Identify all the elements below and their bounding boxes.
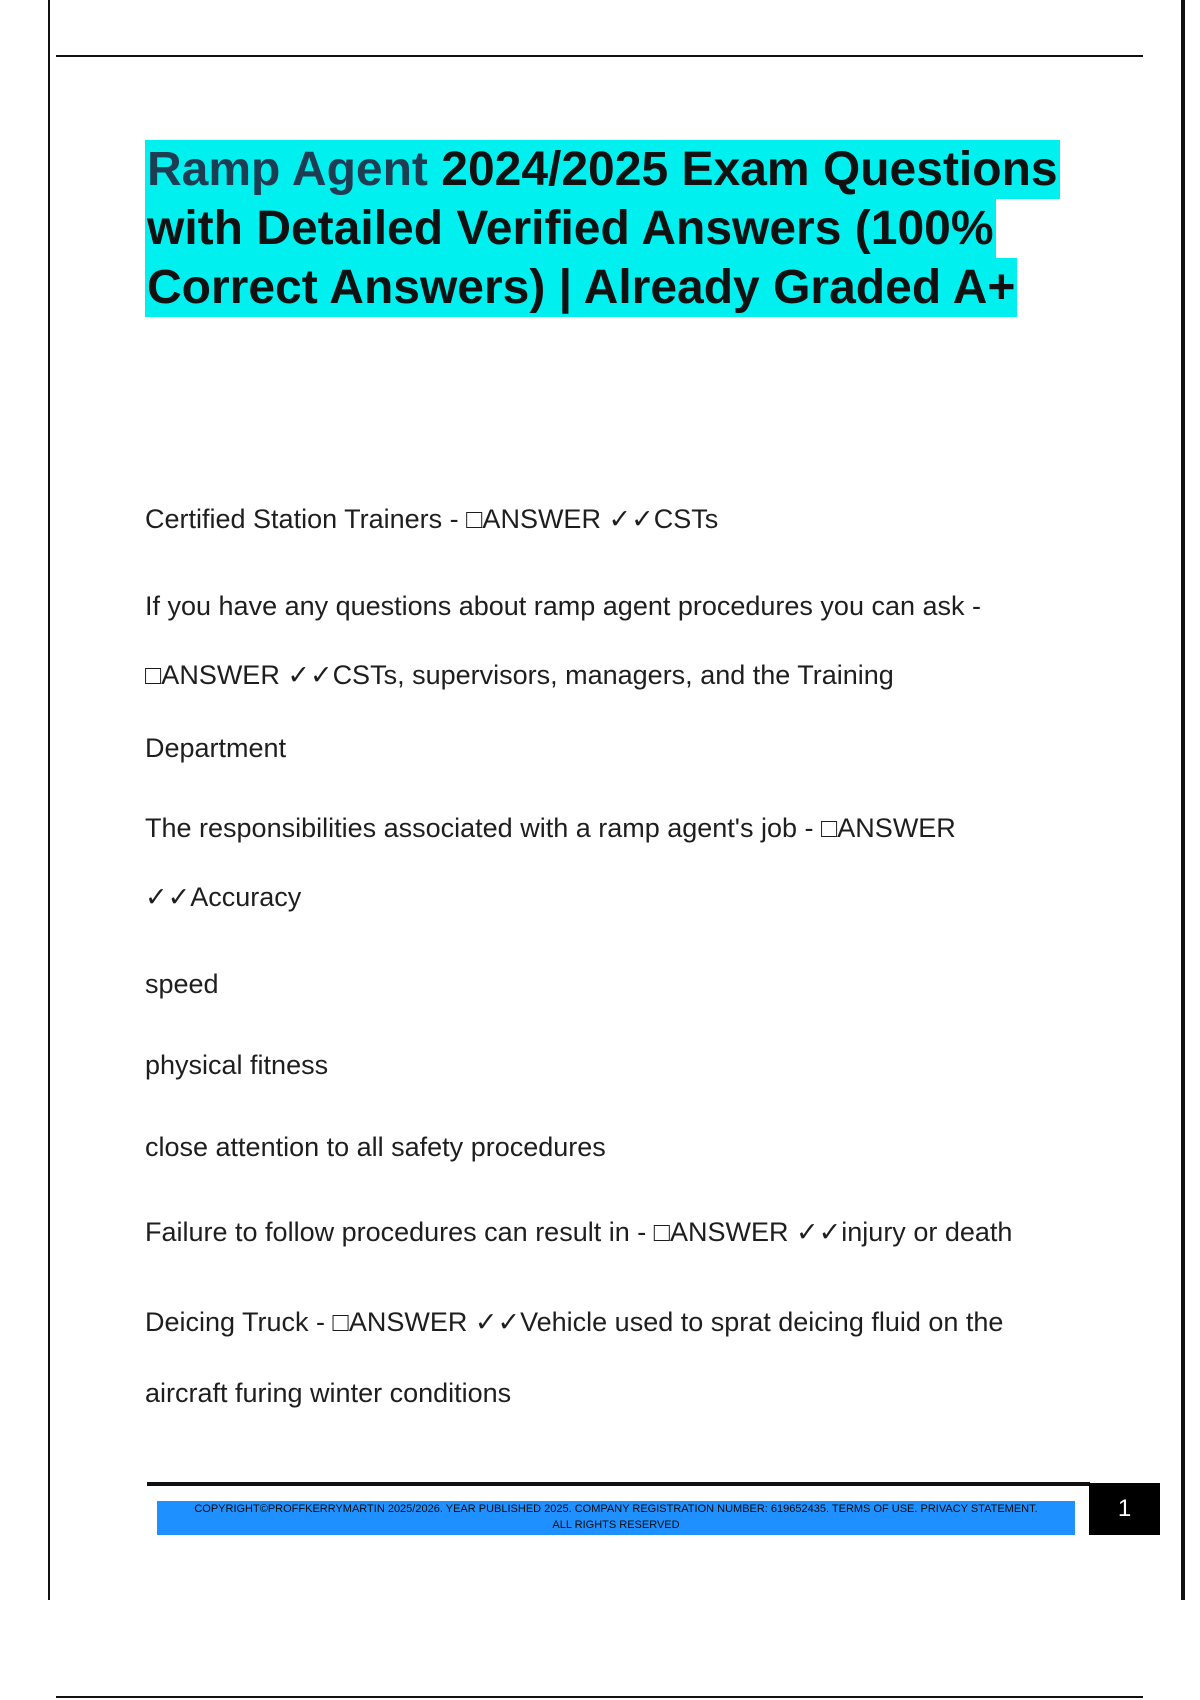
title-lead: Ramp Agent [147, 143, 428, 196]
footer-copyright [157, 1501, 1075, 1535]
copyright-rights: ALL RIGHTS RESERVED [552, 1519, 680, 1531]
qa-line: speed [145, 969, 219, 999]
title-line-1 [145, 140, 1060, 199]
qa-line: ✓✓Accuracy [145, 882, 302, 912]
qa-line: If you have any questions about ramp agent procedures you can ask - [145, 591, 982, 621]
page-border-left [48, 0, 50, 1600]
footer-rule [147, 1482, 1090, 1486]
next-page-rule [56, 1696, 1143, 1698]
qa-line: Deicing Truck - □ANSWER ✓✓Vehicle used to sprat deicing fluid on the [145, 1307, 1004, 1337]
copyright-text: COPYRIGHT©PROFFKERRYMARTIN 2025/2026. YEAR PUBLISHED 2025. COMPANY REGISTRATION NUMBER: 619652435. TERMS OF USE. PRIVACY STATEMENT. [194, 1503, 1038, 1515]
qa-line: □ANSWER ✓✓CSTs, supervisors, managers, and the Training [145, 660, 894, 690]
qa-line: physical fitness [145, 1050, 329, 1080]
title-line-3 [145, 258, 1017, 317]
title-rest: 2024/2025 Exam Questions [427, 143, 1058, 196]
qa-line: close attention to all safety procedures [145, 1132, 606, 1162]
document-title [145, 140, 1085, 317]
qa-line: The responsibilities associated with a ramp agent's job - □ANSWER [145, 813, 956, 843]
qa-line: Certified Station Trainers - □ANSWER ✓✓CSTs [145, 504, 719, 534]
title-line-2 [145, 199, 996, 258]
header-rule [56, 55, 1143, 57]
page-number: 1 [1089, 1483, 1160, 1535]
qa-line: Department [145, 733, 287, 763]
qa-line: Failure to follow procedures can result in - □ANSWER ✓✓injury or death [145, 1217, 1013, 1247]
title-rest: with Detailed Verified Answers (100% [147, 202, 994, 255]
qa-line: aircraft furing winter conditions [145, 1378, 512, 1408]
title-rest: Correct Answers) | Already Graded A+ [147, 261, 1016, 314]
page-border-right [1181, 0, 1185, 1600]
